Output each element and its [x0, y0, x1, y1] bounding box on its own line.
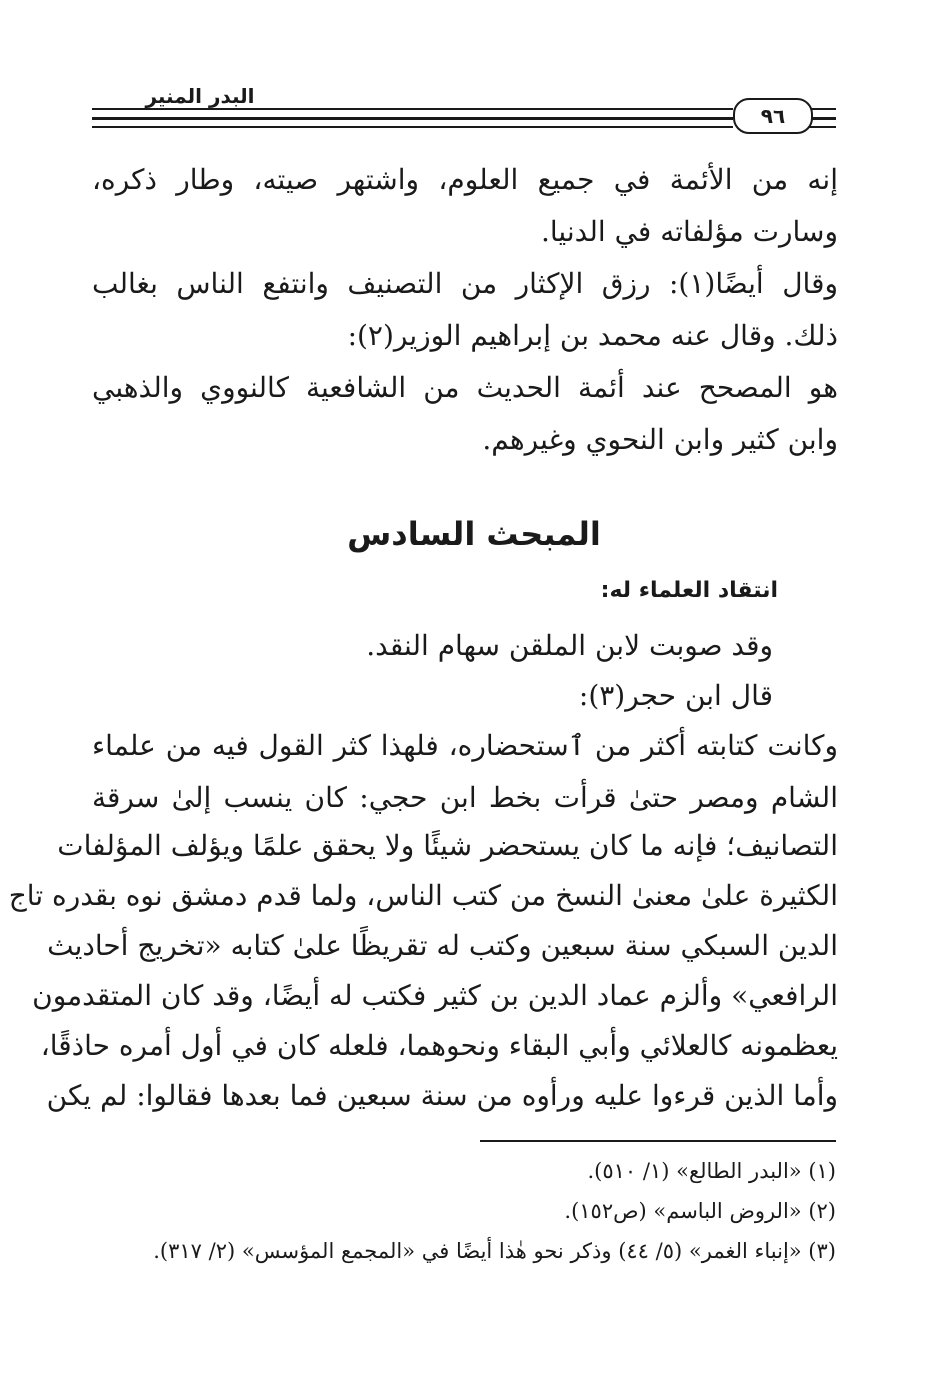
page-number: ٩٦ — [733, 98, 813, 134]
text-line: إنه من الأئمة في جميع العلوم، واشتهر صيته، وطار ذكره، — [92, 163, 838, 196]
footnote: (٣) «إنباء الغمر» (٥/ ٤٤) وذكر نحو هٰذا أيضًا في «المجمع المؤسس» (٢/ ٣١٧). — [153, 1239, 836, 1263]
header-rule-middle — [92, 117, 733, 120]
header-rule-bottom — [92, 126, 733, 128]
text-line: وقال أيضًا(١): رزق الإكثار من التصنيف وانتفع الناس بغالب — [92, 267, 838, 300]
text-line: الرافعي» وألزم عماد الدين بن كثير فكتب له أيضًا، وقد كان المتقدمون — [32, 979, 838, 1012]
text-line: هو المصحح عند أئمة الحديث من الشافعية كالنووي والذهبي — [92, 371, 838, 404]
text-line: ذلك. وقال عنه محمد بن إبراهيم الوزير(٢): — [347, 319, 838, 352]
text-line: وابن كثير وابن النحوي وغيرهم. — [482, 423, 838, 456]
header-rule-right-top — [809, 108, 836, 110]
header-rule-top — [92, 108, 733, 110]
footnote: (٢) «الروض الباسم» (ص١٥٢). — [564, 1199, 836, 1223]
text-line: التصانيف؛ فإنه ما كان يستحضر شيئًا ولا يحقق علمًا ويؤلف المؤلفات — [57, 829, 838, 862]
text-line: وكانت كتابته أكثر من ٱستحضاره، فلهذا كثر القول فيه من علماء — [92, 729, 838, 762]
section-heading: المبحث السادس — [347, 515, 601, 553]
text-line: وقد صوبت لابن الملقن سهام النقد. — [366, 629, 773, 662]
text-line: وسارت مؤلفاته في الدنيا. — [541, 215, 838, 248]
section-subheading: انتقاد العلماء له: — [600, 578, 778, 603]
text-line: الدين السبكي سنة سبعين وكتب له تقريظًا علىٰ كتابه «تخريج أحاديث — [47, 929, 838, 962]
text-line: قال ابن حجر(٣): — [578, 679, 773, 712]
text-line: الكثيرة علىٰ معنىٰ النسخ من كتب الناس، ولما قدم دمشق نوه بقدره تاج — [8, 879, 838, 912]
header-rule-right-middle — [809, 117, 836, 120]
text-line: الشام ومصر حتىٰ قرأت بخط ابن حجي: كان ينسب إلىٰ سرقة — [92, 781, 838, 814]
footnote-separator — [480, 1140, 836, 1142]
text-line: يعظمونه كالعلائي وأبي البقاء ونحوهما، فلعله كان في أول أمره حاذقًا، — [40, 1029, 838, 1062]
header-rule-right-bottom — [809, 126, 836, 128]
running-header-title: البدر المنير — [145, 84, 255, 108]
text-line: وأما الذين قرءوا عليه ورأوه من سنة سبعين فما بعدها فقالوا: لم يكن — [46, 1079, 838, 1112]
footnote: (١) «البدر الطالع» (١/ ٥١٠). — [587, 1159, 836, 1183]
